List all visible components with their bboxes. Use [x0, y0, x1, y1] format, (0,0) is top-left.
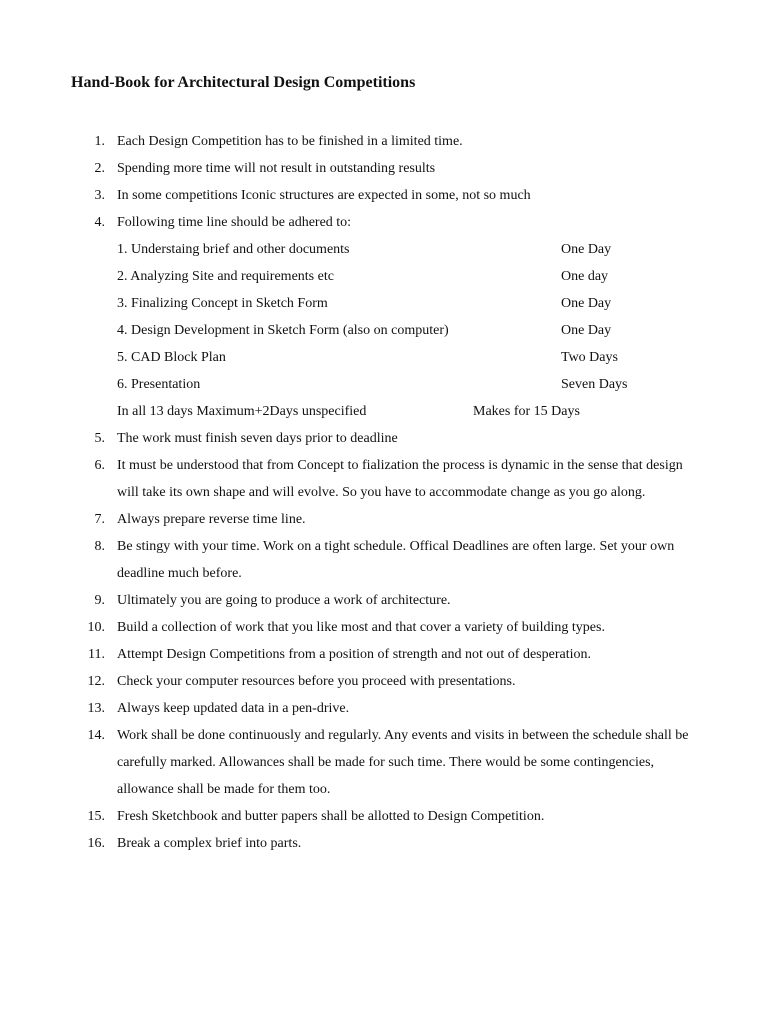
list-item	[0, 668, 768, 695]
item-text: Work shall be done continuously and regularly. Any events and visits in between the schedule shall be carefully marked. Allowances shall be made for such time. There would be some contingencies, allowance shall be made for them too.	[117, 728, 689, 797]
timeline-task: 4. Design Development in Sketch Form (also on computer)	[117, 323, 449, 338]
item-number: 16.	[87, 836, 105, 851]
list-item	[0, 452, 768, 506]
item-text: Break a complex brief into parts.	[117, 836, 302, 851]
item-text: Check your computer resources before you proceed with presentations.	[117, 674, 516, 689]
item-number: 15.	[87, 809, 105, 824]
item-text: Following time line should be adhered to:	[117, 215, 352, 230]
timeline-duration: One day	[561, 269, 609, 284]
guideline-list	[0, 128, 768, 857]
timeline-row	[117, 344, 698, 371]
timeline-task: 3. Finalizing Concept in Sketch Form	[117, 296, 328, 311]
list-item	[0, 641, 768, 668]
item-text: Each Design Competition has to be finished in a limited time.	[117, 134, 463, 149]
timeline-task: 1. Understaing brief and other documents	[117, 242, 350, 257]
document-title: Hand-Book for Architectural Design Competitions	[71, 74, 416, 91]
item-text: Ultimately you are going to produce a work of architecture.	[117, 593, 451, 608]
item-number: 13.	[87, 701, 105, 716]
item-number: 4.	[94, 215, 105, 230]
timeline-row	[117, 290, 698, 317]
timeline-total-value: Makes for 15 Days	[473, 404, 580, 419]
timeline-duration: Seven Days	[561, 377, 628, 392]
timeline-row	[117, 317, 698, 344]
item-number: 8.	[94, 539, 105, 554]
item-text: It must be understood that from Concept to fialization the process is dynamic in the sense that design will take its own shape and will evolve. So you have to accommodate change as you go along.	[117, 458, 683, 500]
list-item	[0, 614, 768, 641]
list-item	[0, 695, 768, 722]
item-number: 9.	[94, 593, 105, 608]
item-number: 1.	[94, 134, 105, 149]
list-item	[0, 803, 768, 830]
item-text: Spending more time will not result in outstanding results	[117, 161, 436, 176]
item-text: Attempt Design Competitions from a position of strength and not out of desperation.	[117, 647, 591, 662]
item-number: 6.	[94, 458, 105, 473]
timeline-table	[117, 236, 698, 425]
list-item	[0, 722, 768, 803]
timeline-task: 5. CAD Block Plan	[117, 350, 226, 365]
timeline-duration: One Day	[561, 296, 612, 311]
item-text: Be stingy with your time. Work on a tight schedule. Offical Deadlines are often large. Set your own deadline much before.	[117, 539, 675, 581]
timeline-task: 2. Analyzing Site and requirements etc	[117, 269, 334, 284]
list-item	[0, 587, 768, 614]
list-item	[0, 209, 768, 425]
item-number: 2.	[94, 161, 105, 176]
item-text: Build a collection of work that you like most and that cover a variety of building types.	[117, 620, 605, 635]
item-text: Always keep updated data in a pen-drive.	[117, 701, 350, 716]
item-text: Always prepare reverse time line.	[117, 512, 306, 527]
item-number: 12.	[87, 674, 105, 689]
list-item	[0, 830, 768, 857]
timeline-total-row	[117, 398, 698, 425]
timeline-duration: One Day	[561, 242, 612, 257]
timeline-task: 6. Presentation	[117, 377, 201, 392]
list-item	[0, 506, 768, 533]
item-number: 11.	[88, 647, 105, 662]
item-text: Fresh Sketchbook and butter papers shall be allotted to Design Competition.	[117, 809, 545, 824]
list-item	[0, 533, 768, 587]
timeline-row	[117, 263, 698, 290]
timeline-row	[117, 236, 698, 263]
list-item	[0, 425, 768, 452]
list-item	[0, 182, 768, 209]
item-number: 10.	[87, 620, 105, 635]
item-number: 7.	[94, 512, 105, 527]
list-item	[0, 155, 768, 182]
item-number: 14.	[87, 728, 105, 743]
timeline-total-label: In all 13 days Maximum+2Days unspecified	[117, 404, 367, 419]
item-number: 3.	[94, 188, 105, 203]
timeline-row	[117, 371, 698, 398]
item-text: In some competitions Iconic structures are expected in some, not so much	[117, 188, 531, 203]
item-text: The work must finish seven days prior to deadline	[117, 431, 398, 446]
list-item	[0, 128, 768, 155]
item-number: 5.	[94, 431, 105, 446]
timeline-duration: One Day	[561, 323, 612, 338]
timeline-duration: Two Days	[561, 350, 618, 365]
